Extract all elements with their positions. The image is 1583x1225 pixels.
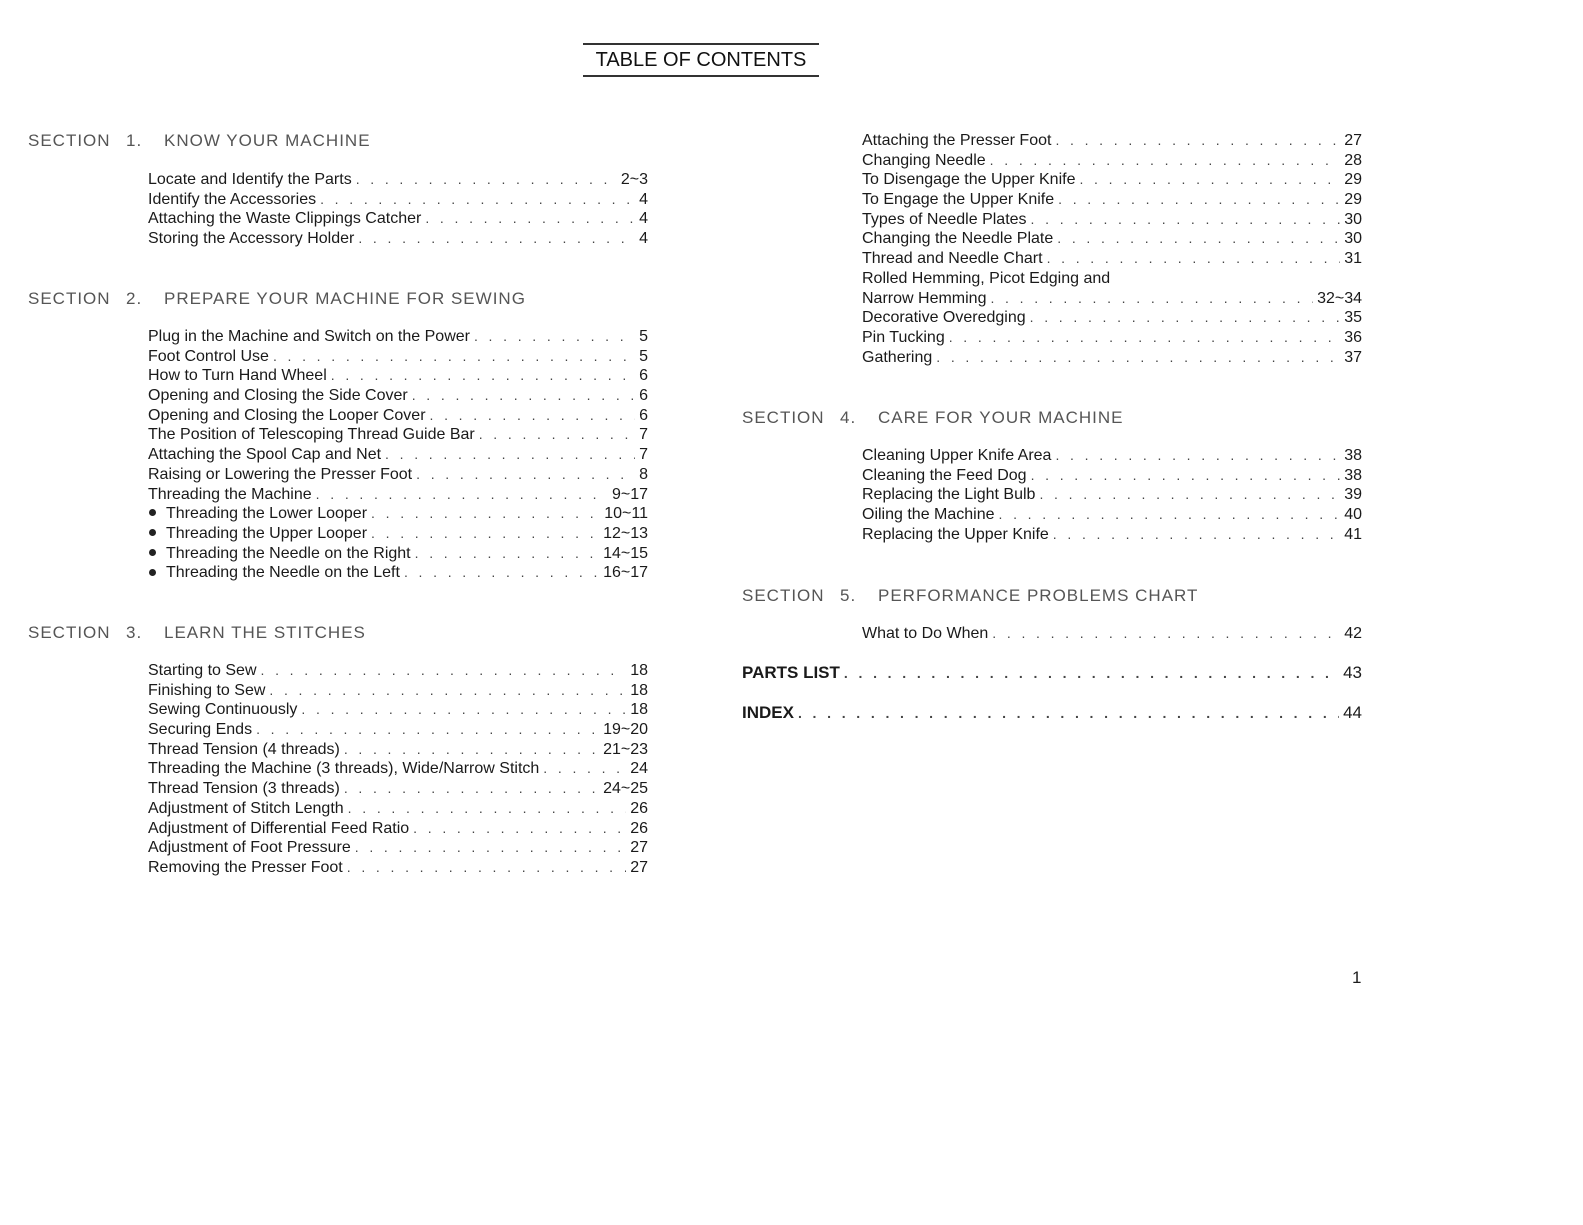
toc-entry[interactable] [148,799,648,819]
toc-entry[interactable] [862,229,1362,249]
leader-dots [316,485,608,505]
leader-dots [371,524,599,544]
toc-entry[interactable] [148,406,648,426]
leader-dots [1031,210,1341,230]
leader-dots [256,720,599,740]
entry-title: Changing Needle [862,151,986,169]
leader-dots [416,465,635,485]
section-title: CARE FOR YOUR MACHINE [878,408,1124,427]
toc-entry[interactable] [148,327,648,347]
entry-page: 18 [630,662,648,679]
toc-entry[interactable] [148,229,648,249]
section-3-heading [28,623,366,643]
leader-dots [990,151,1341,171]
entry-page: 26 [630,819,648,837]
leader-dots [331,366,635,386]
entry-page: 6 [639,367,648,385]
entry-title: Attaching the Presser Foot [862,132,1052,149]
entry-page: 10~11 [604,505,648,523]
entry-title: Opening and Closing the Looper Cover [148,406,426,424]
leader-dots [1055,131,1340,151]
entry-title: Oiling the Machine [862,506,995,524]
section-title: PREPARE YOUR MACHINE FOR SEWING [164,289,526,308]
entry-title: To Disengage the Upper Knife [862,171,1076,189]
toc-entry[interactable] [148,504,648,524]
index-entry[interactable] [742,703,1362,723]
entry-page: 5 [639,347,648,365]
entry-title: Raising or Lowering the Presser Foot [148,465,413,483]
entry-title: Attaching the Spool Cap and Net [148,446,382,464]
section-2-heading [28,289,526,309]
toc-entry[interactable] [862,190,1362,210]
entry-page: 30 [1344,210,1362,228]
toc-entry[interactable] [148,563,648,583]
entry-page: 27 [630,858,648,876]
section-number: 4. [840,408,857,427]
entry-title: Rolled Hemming, Picot Edging and [862,269,1111,287]
entry-page: 29 [1344,171,1362,189]
toc-entry[interactable] [862,466,1362,486]
entry-page: 31 [1344,250,1362,268]
entry-page: 24 [630,760,648,778]
entry-page: 37 [1344,348,1362,366]
entry-page: 28 [1344,151,1362,169]
leader-dots [358,229,635,249]
leader-dots [1030,308,1341,328]
section-number: 5. [840,586,857,605]
section-label: SECTION [28,289,111,308]
entry-title: Changing the Needle Plate [862,230,1054,248]
entry-page: 30 [1344,230,1362,248]
toc-entry[interactable] [148,524,648,544]
toc-entry[interactable] [148,720,648,740]
entry-page: 4 [639,230,648,248]
toc-entry[interactable] [862,348,1362,368]
toc-entry[interactable] [862,249,1362,269]
entry-title: Threading the Lower Looper [148,504,371,524]
leader-dots [1079,170,1340,190]
page-number: 1 [1352,968,1362,987]
entry-title: Thread Tension (4 threads) [148,740,340,758]
entry-page: 7 [639,446,648,464]
toc-entry[interactable] [148,209,648,229]
entry-page: 27 [1344,132,1362,149]
leader-dots [479,425,635,445]
leader-dots [273,347,635,367]
leader-dots [348,799,627,819]
section-3-list [148,661,648,878]
appendix-list [742,663,1362,683]
toc-entry[interactable] [148,838,648,858]
entry-page: 32~34 [1317,289,1362,307]
entry-title: Identify the Accessories [148,190,317,208]
toc-entry[interactable] [148,170,648,190]
leader-dots [936,348,1340,368]
toc-entry[interactable] [148,386,648,406]
entry-page: 12~13 [603,524,648,542]
entry-title: Opening and Closing the Side Cover [148,387,408,405]
entry-title: Removing the Presser Foot [148,858,343,876]
toc-entry[interactable] [862,446,1362,466]
entry-title: Threading the Needle on the Left [148,563,404,583]
leader-dots [269,681,626,701]
entry-title: Attaching the Waste Clippings Catcher [148,210,422,228]
entry-title: Plug in the Machine and Switch on the Power [148,328,470,345]
entry-title: Adjustment of Stitch Length [148,799,344,817]
toc-entry[interactable] [862,505,1362,525]
section-number: 1. [126,131,143,150]
toc-entry[interactable] [148,347,648,367]
toc-entry[interactable] [148,544,648,564]
entry-title: How to Turn Hand Wheel [148,367,327,385]
section-5-list [862,624,1362,644]
leader-dots [301,700,626,720]
entry-title: Storing the Accessory Holder [148,230,355,248]
leader-dots [425,209,635,229]
leader-dots [1031,466,1341,486]
leader-dots [371,504,600,524]
entry-page: 27 [630,839,648,857]
entry-title: Adjustment of Differential Feed Ratio [148,819,410,837]
entry-title: Replacing the Upper Knife [862,525,1049,543]
toc-entry[interactable] [862,485,1362,505]
leader-dots [415,544,599,564]
entry-page: 6 [639,406,648,424]
section-4-list [862,446,1362,544]
leader-dots [356,170,617,190]
section-title: LEARN THE STITCHES [164,623,366,642]
entry-title: Thread Tension (3 threads) [148,780,340,798]
section-1-list [148,170,648,249]
entry-title: Starting to Sew [148,662,257,679]
entry-page: 16~17 [603,564,648,582]
section-title: KNOW YOUR MACHINE [164,131,371,150]
toc-entry[interactable] [148,465,648,485]
entry-page: 38 [1344,447,1362,464]
entry-title: The Position of Telescoping Thread Guide Bar [148,426,475,444]
toc-entry[interactable] [862,525,1362,545]
leader-dots [1047,249,1341,269]
page-title: TABLE OF CONTENTS [583,43,819,77]
leader-dots [344,740,599,760]
section-3-continued-list [862,131,1362,367]
leader-dots [1055,446,1340,466]
leader-dots [320,190,635,210]
toc-entry[interactable] [148,819,648,839]
entry-page: 19~20 [603,721,648,739]
leader-dots [404,563,599,583]
entry-title: Cleaning Upper Knife Area [862,447,1052,464]
entry-page: 14~15 [603,544,648,562]
leader-dots [1053,525,1340,545]
leader-dots [999,505,1341,525]
toc-entry[interactable] [148,190,648,210]
entry-page: 42 [1344,625,1362,642]
entry-page: 18 [630,681,648,699]
leader-dots [412,386,635,406]
toc-entry[interactable] [148,700,648,720]
entry-page: 36 [1344,328,1362,346]
toc-entry[interactable] [862,289,1362,309]
entry-title: Foot Control Use [148,347,269,365]
entry-page: 9~17 [611,485,648,503]
section-label: SECTION [742,586,825,605]
section-number: 2. [126,289,143,308]
entry-page: 43 [1343,663,1362,682]
toc-entry[interactable] [148,740,648,760]
toc-entry[interactable] [862,170,1362,190]
entry-title: Threading the Machine (3 threads), Wide/Narrow Stitch [148,760,540,778]
toc-entry[interactable] [148,681,648,701]
section-2-list [148,327,648,583]
entry-page: 39 [1344,486,1362,504]
entry-title: Locate and Identify the Parts [148,171,352,188]
leader-dots [347,858,626,878]
section-label: SECTION [28,131,111,150]
entry-page: 7 [639,426,648,444]
leader-dots [990,289,1313,309]
entry-page: 41 [1344,525,1362,543]
toc-entry[interactable] [148,445,648,465]
section-label: SECTION [742,408,825,427]
leader-dots [355,838,626,858]
toc-entry[interactable] [862,624,1362,644]
entry-title: Thread and Needle Chart [862,250,1043,268]
parts-list-entry[interactable] [742,663,1362,683]
entry-page: 38 [1344,466,1362,484]
entry-page: 24~25 [603,780,648,798]
entry-title: To Engage the Upper Knife [862,191,1055,209]
entry-title: Threading the Upper Looper [148,524,371,544]
leader-dots [1057,229,1340,249]
toc-entry[interactable] [148,425,648,445]
toc-entry[interactable] [148,858,648,878]
leader-dots [430,406,636,426]
toc-entry[interactable] [862,131,1362,151]
entry-page: 35 [1344,309,1362,327]
leader-dots [1039,485,1340,505]
toc-entry[interactable] [862,151,1362,171]
entry-title: Threading the Machine [148,485,312,503]
toc-entry[interactable] [148,485,648,505]
leader-dots [1058,190,1340,210]
entry-title: Narrow Hemming [862,289,987,307]
leader-dots [949,328,1340,348]
entry-page: 44 [1343,703,1362,722]
entry-page: 4 [639,210,648,228]
entry-title: Replacing the Light Bulb [862,486,1036,504]
entry-title: What to Do When [862,625,989,642]
toc-entry[interactable] [862,308,1362,328]
entry-title: Threading the Needle on the Right [148,544,415,564]
toc-entry[interactable] [148,366,648,386]
entry-page: 2~3 [620,171,648,188]
leader-dots [543,759,626,779]
entry-title: Types of Needle Plates [862,210,1027,228]
entry-title: Gathering [862,348,933,366]
leader-dots [344,779,599,799]
entry-page: 6 [639,387,648,405]
entry-title: Adjustment of Foot Pressure [148,839,351,857]
entry-page: 26 [630,799,648,817]
leader-dots [261,661,627,681]
section-5-heading [742,586,1198,606]
section-label: SECTION [28,623,111,642]
leader-dots [474,327,635,347]
entry-page: 21~23 [603,740,648,758]
toc-entry[interactable] [148,661,648,681]
entry-title: Sewing Continuously [148,701,298,719]
section-1-heading [28,131,371,151]
entry-title: Pin Tucking [862,328,945,346]
entry-page: 4 [639,190,648,208]
toc-entry[interactable] [148,779,648,799]
entry-page: 29 [1344,191,1362,209]
leader-dots [992,624,1340,644]
entry-title: Decorative Overedging [862,309,1026,327]
entry-title: Cleaning the Feed Dog [862,466,1027,484]
leader-dots [798,704,1339,724]
section-title: PERFORMANCE PROBLEMS CHART [878,586,1199,605]
entry-page: 8 [639,465,648,483]
leader-dots [413,819,626,839]
entry-page: 5 [639,328,648,345]
leader-dots [385,445,635,465]
entry-page: 40 [1344,506,1362,524]
leader-dots [844,664,1339,684]
toc-entry[interactable] [148,759,648,779]
section-4-heading [742,408,1124,428]
entry-page: 18 [630,701,648,719]
entry-title: Securing Ends [148,721,253,739]
toc-entry[interactable] [862,328,1362,348]
entry-title: PARTS LIST [742,663,840,682]
toc-entry[interactable] [862,210,1362,230]
section-number: 3. [126,623,143,642]
toc-entry[interactable] [862,269,1362,289]
entry-title: INDEX [742,703,794,722]
entry-title: Finishing to Sew [148,681,266,699]
index-list [742,703,1362,723]
